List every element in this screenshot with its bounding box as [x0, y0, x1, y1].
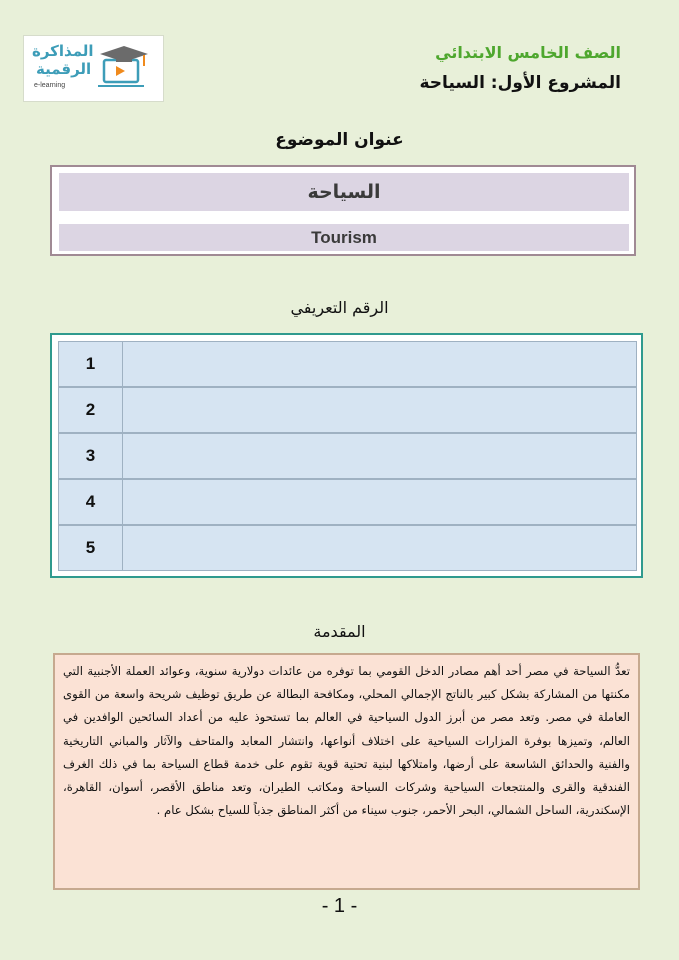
topic-title-frame	[50, 165, 636, 256]
project-title: المشروع الأول: السياحة	[419, 73, 621, 93]
id-row	[58, 341, 637, 387]
page-number: - 1 -	[321, 895, 358, 917]
logo	[23, 35, 164, 102]
id-row	[58, 525, 637, 571]
topic-heading: عنوان الموضوع	[275, 130, 404, 150]
id-row-number: 1	[59, 342, 123, 386]
id-row	[58, 387, 637, 433]
id-row	[58, 433, 637, 479]
id-row-number: 4	[59, 480, 123, 524]
id-row	[58, 479, 637, 525]
id-row-number: 2	[59, 388, 123, 432]
id-row-number: 5	[59, 526, 123, 570]
logo-tagline: e-learning	[34, 82, 66, 89]
intro-box	[53, 653, 640, 890]
graduation-cap-screen-icon	[94, 42, 156, 92]
logo-text-line1: المذاكرة	[32, 42, 94, 60]
intro-heading: المقدمة	[313, 622, 366, 641]
intro-paragraph: تعدُّ السياحة في مصر أحد أهم مصادر الدخل القومي بما توفره من عائدات دولارية سنوية، وعوائد العملة الأجنبية التي مكنتها من المشاركة بشكل كبير بالناتج الإجمالي المحلي، ومكافحة البطالة عن طريق توظيف شريحة واسعة من القوى العاملة في مصر. وتعد مصر من أبرز الدول السياحية في العالم بما تستحوذ عليه من أعداد السائحين الوافدين في العالم، وتميزها بوفرة المزارات السياحية على اختلاف أنواعها، وانتشار المعابد والمتاحف والآثار والمباني التاريخية والفنية والحدائق الشاسعة على أرضها، وامتلاكها لبنية تحتية قوية تقوم على خدمة قطاع السياحة بما في ذلك الغرف الفندقية والقرى والمنتجعات السياحية وشركات السياحة ومكاتب الطيران، وتعد مناطق الأقصر، أسوان، القاهرة، الإسكندرية، الساحل الشمالي، البحر الأحمر، جنوب سيناء من أكثر المناطق جذباً للسياح بشكل عام .	[63, 664, 630, 818]
logo-text-line2: الرقمية	[36, 60, 92, 78]
id-heading: الرقم التعريفي	[290, 298, 389, 317]
grade-label: الصف الخامس الابتدائي	[435, 43, 621, 62]
id-row-number: 3	[59, 434, 123, 478]
topic-title-arabic: السياحة	[59, 173, 629, 211]
id-table	[50, 333, 643, 578]
topic-title-english: Tourism	[59, 224, 629, 251]
